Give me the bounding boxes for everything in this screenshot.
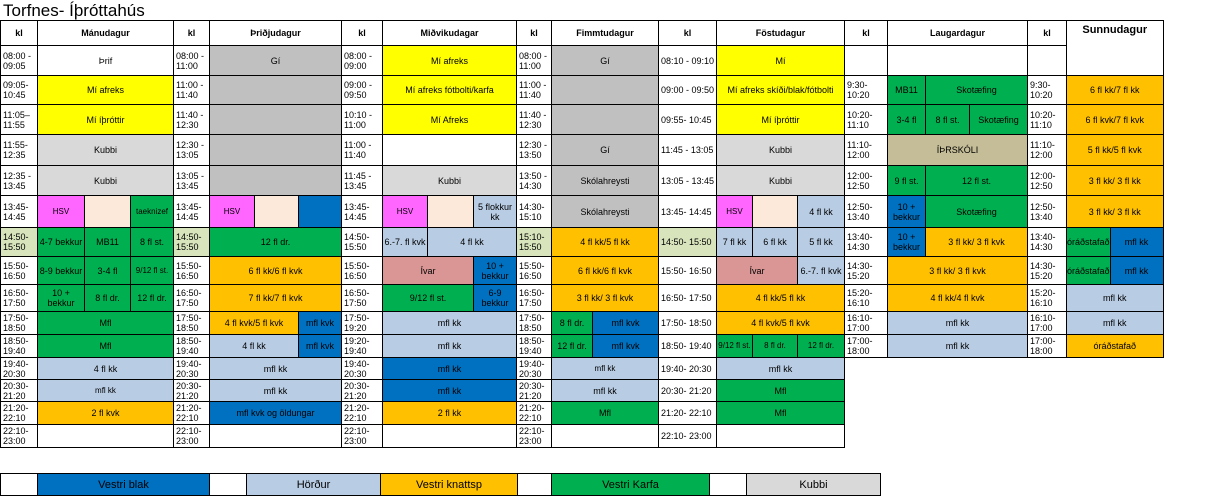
time-cell: 11:10- 12:00 bbox=[845, 135, 888, 166]
slot-cell: Þrif bbox=[38, 46, 174, 76]
slot-cell: 12 fl dr. bbox=[210, 228, 342, 257]
slot-cell bbox=[299, 196, 342, 228]
legend-vestri-blak: Vestri blak bbox=[38, 474, 210, 496]
slot-cell: 5 fl kk bbox=[798, 228, 845, 257]
time-cell: 12:35 - 13:45 bbox=[1, 166, 38, 196]
time-cell: 12:00- 12:50 bbox=[1028, 166, 1067, 196]
table-row bbox=[1, 257, 1205, 285]
slot-cell: mfl kk bbox=[383, 312, 517, 335]
time-cell: 15:20- 16:10 bbox=[845, 285, 888, 312]
slot-cell: mfl kk bbox=[210, 358, 342, 380]
slot-cell: 3-4 fl bbox=[85, 257, 131, 285]
slot-cell: mfl kk bbox=[1067, 312, 1164, 335]
slot-cell bbox=[552, 76, 659, 105]
slot-cell: Kubbi bbox=[38, 166, 174, 196]
slot-cell: 6.-7. fl kvk bbox=[383, 228, 428, 257]
legend-spacer bbox=[710, 474, 747, 496]
slot-cell: taeknizef bbox=[131, 196, 174, 228]
time-cell: 22:10- 23:00 bbox=[659, 425, 717, 448]
time-cell: 18:50- 19:40 bbox=[1, 335, 38, 358]
slot-cell: 5 fl kk/5 fl kvk bbox=[1067, 135, 1164, 166]
slot-cell: 10 + bekkur bbox=[888, 196, 926, 228]
slot-cell: óráðstafað bbox=[1067, 228, 1111, 257]
slot-cell: Mí Afreks bbox=[383, 105, 517, 135]
slot-cell: mfl kvk bbox=[593, 312, 659, 335]
time-cell: 19:40- 20:30 bbox=[517, 358, 552, 380]
slot-cell: 8 fl st. bbox=[131, 228, 174, 257]
time-cell: 14:50- 15:50 bbox=[1, 228, 38, 257]
slot-cell: 4 fl kk/4 fl kvk bbox=[888, 285, 1028, 312]
slot-cell: Skotæfing bbox=[926, 76, 1028, 105]
slot-cell: 3 fl kk/ 3 fl kk bbox=[1067, 166, 1164, 196]
time-cell: 11:00 - 11:40 bbox=[174, 76, 210, 105]
time-cell: 13:50 - 14:30 bbox=[517, 166, 552, 196]
slot-cell: Mfl bbox=[38, 335, 174, 358]
slot-cell: Mfl bbox=[717, 380, 845, 402]
slot-cell: óráðstafað bbox=[1067, 335, 1164, 358]
slot-cell: 4 fl kk/5 fl kk bbox=[552, 228, 659, 257]
slot-cell bbox=[210, 135, 342, 166]
table-row bbox=[1, 46, 1205, 76]
time-cell: 13:45- 14:45 bbox=[659, 196, 717, 228]
legend-spacer bbox=[918, 474, 1056, 496]
slot-cell: mfl kk bbox=[888, 335, 1028, 358]
time-cell: 21:20- 22:10 bbox=[1, 402, 38, 425]
legend-spacer bbox=[518, 474, 552, 496]
table-row bbox=[1, 358, 1205, 380]
slot-cell bbox=[383, 425, 517, 448]
slot-cell: 9/12 fl st. bbox=[717, 335, 753, 358]
slot-cell: 7 fl kk/7 fl kvk bbox=[210, 285, 342, 312]
slot-cell: HSV bbox=[383, 196, 428, 228]
time-cell: 11:00 - 11:40 bbox=[517, 76, 552, 105]
slot-cell: 4 fl kk bbox=[210, 335, 299, 358]
legend-hordur: Hörður bbox=[247, 474, 381, 496]
slot-cell: mfl kvk bbox=[299, 335, 342, 358]
time-cell: 17:50- 18:50 bbox=[174, 312, 210, 335]
slot-cell: Skotæfing bbox=[970, 105, 1028, 135]
slot-cell: 3 fl kk/ 3 fl kk bbox=[1067, 196, 1164, 228]
slot-cell: Mfl bbox=[38, 312, 174, 335]
table-row bbox=[1, 380, 1205, 402]
slot-cell: ÍÞRSKÓLI bbox=[888, 135, 1028, 166]
slot-cell bbox=[85, 196, 131, 228]
slot-cell: Mí afreks bbox=[38, 76, 174, 105]
slot-cell: Skólahreysti bbox=[552, 166, 659, 196]
slot-cell: Kubbi bbox=[717, 166, 845, 196]
slot-cell bbox=[383, 135, 517, 166]
slot-cell bbox=[255, 196, 299, 228]
tue-header: Þriðjudagur bbox=[210, 21, 342, 46]
time-cell: 12:50- 13:40 bbox=[845, 196, 888, 228]
slot-cell: 6 fl kk/6 fl kvk bbox=[210, 257, 342, 285]
slot-cell: Mí afreks skíði/blak/fótbolti bbox=[717, 76, 845, 105]
slot-cell bbox=[210, 166, 342, 196]
kl-header: kl bbox=[517, 21, 552, 46]
slot-cell: Mfl bbox=[717, 402, 845, 425]
slot-cell: 3 fl kk/ 3 fl kvk bbox=[926, 228, 1028, 257]
time-cell: 16:50- 17:50 bbox=[174, 285, 210, 312]
time-cell: 17:50- 19:20 bbox=[342, 312, 383, 335]
time-cell: 22:10- 23:00 bbox=[174, 425, 210, 448]
slot-cell: 3-4 fl bbox=[888, 105, 926, 135]
slot-cell: mfl kk bbox=[717, 358, 845, 380]
legend-spacer bbox=[210, 474, 247, 496]
time-cell: 18:50- 19:40 bbox=[174, 335, 210, 358]
time-cell: 21:20- 22:10 bbox=[517, 402, 552, 425]
time-cell: 16:10- 17:00 bbox=[845, 312, 888, 335]
time-cell: 08:10 - 09:10 bbox=[659, 46, 717, 76]
slot-cell: 4 fl kvk/5 fl kvk bbox=[210, 312, 299, 335]
slot-cell: 6 fl kk/6 fl kvk bbox=[552, 257, 659, 285]
time-cell: 9:30- 10:20 bbox=[1028, 76, 1067, 105]
time-cell: 15:50- 16:50 bbox=[659, 257, 717, 285]
table-row bbox=[1, 105, 1205, 135]
slot-cell: 8-9 bekkur bbox=[38, 257, 85, 285]
slot-cell bbox=[888, 46, 1028, 76]
table-row bbox=[1, 196, 1205, 228]
time-cell: 14:30- 15:20 bbox=[845, 257, 888, 285]
slot-cell: MB11 bbox=[85, 228, 131, 257]
slot-cell: 8 fl dr. bbox=[753, 335, 798, 358]
time-cell: 21:20- 22:10 bbox=[342, 402, 383, 425]
thu-header: Fimmtudagur bbox=[552, 21, 659, 46]
time-cell: 12:50- 13:40 bbox=[1028, 196, 1067, 228]
time-cell: 09:55- 10:45 bbox=[659, 105, 717, 135]
slot-cell: Skotæfing bbox=[926, 196, 1028, 228]
time-cell: 13:45- 14:45 bbox=[342, 196, 383, 228]
time-cell: 12:30 - 13:50 bbox=[517, 135, 552, 166]
slot-cell: 2 fl kvk bbox=[38, 402, 174, 425]
slot-cell: 10 + bekkur bbox=[38, 285, 85, 312]
slot-cell: mfl kvk bbox=[299, 312, 342, 335]
slot-cell: mfl kk bbox=[552, 380, 659, 402]
sat-header: Laugardagur bbox=[888, 21, 1028, 46]
time-cell: 11:55- 12:35 bbox=[1, 135, 38, 166]
time-cell: 15:20- 16:10 bbox=[1028, 285, 1067, 312]
time-cell: 08:00 - 09:05 bbox=[1, 46, 38, 76]
slot-cell: 12 fl dr. bbox=[798, 335, 845, 358]
time-cell: 11:45 - 13:45 bbox=[342, 166, 383, 196]
slot-cell: 9 fl st. bbox=[888, 166, 926, 196]
time-cell: 15:10- 15:50 bbox=[517, 228, 552, 257]
slot-cell: Kubbi bbox=[38, 135, 174, 166]
time-cell: 16:50- 17:50 bbox=[659, 285, 717, 312]
table-row bbox=[1, 402, 1205, 425]
slot-cell: Mí íþróttir bbox=[38, 105, 174, 135]
page-title: Torfnes- Íþróttahús bbox=[3, 1, 145, 20]
slot-cell: 2 fl kk bbox=[383, 402, 517, 425]
empty-cell bbox=[845, 402, 1111, 425]
time-cell: 08:00 - 11:00 bbox=[174, 46, 210, 76]
slot-cell: Mfl bbox=[552, 402, 659, 425]
time-cell: 14:50- 15:50 bbox=[659, 228, 717, 257]
legend-vestri-karfa: Vestri Karfa bbox=[552, 474, 710, 496]
time-cell: 20:30- 21:20 bbox=[659, 380, 717, 402]
time-cell: 08:00 - 11:00 bbox=[517, 46, 552, 76]
table-row bbox=[1, 425, 1205, 448]
time-cell: 12:30 - 13:05 bbox=[174, 135, 210, 166]
time-cell: 11:10- 12:00 bbox=[1028, 135, 1067, 166]
time-cell: 17:50- 18:50 bbox=[659, 312, 717, 335]
time-cell: 09:05- 10:45 bbox=[1, 76, 38, 105]
time-cell: 11:45 - 13:05 bbox=[659, 135, 717, 166]
slot-cell: 12 fl dr. bbox=[131, 285, 174, 312]
slot-cell: mfl kk bbox=[383, 380, 517, 402]
time-cell: 16:10- 17:00 bbox=[1028, 312, 1067, 335]
time-cell: 13:45- 14:45 bbox=[174, 196, 210, 228]
slot-cell: 8 fl dr. bbox=[552, 312, 593, 335]
time-cell: 19:40- 20:30 bbox=[342, 358, 383, 380]
slot-cell: Ívar bbox=[717, 257, 798, 285]
slot-cell: Kubbi bbox=[717, 135, 845, 166]
header-row bbox=[1, 21, 1205, 46]
time-cell: 14:50- 15:50 bbox=[342, 228, 383, 257]
time-cell: 17:50- 18:50 bbox=[1, 312, 38, 335]
slot-cell bbox=[753, 196, 798, 228]
time-cell: 19:40- 20:30 bbox=[174, 358, 210, 380]
slot-cell: 5 flokkur kk bbox=[474, 196, 517, 228]
slot-cell bbox=[210, 105, 342, 135]
slot-cell: 8 fl dr. bbox=[85, 285, 131, 312]
slot-cell: Gí bbox=[552, 46, 659, 76]
time-cell: 16:50- 17:50 bbox=[517, 285, 552, 312]
table-row bbox=[1, 76, 1205, 105]
legend-vestri-knattsp: Vestri knattsp bbox=[381, 474, 518, 496]
time-cell: 22:10- 23:00 bbox=[342, 425, 383, 448]
table-row bbox=[1, 312, 1205, 335]
time-cell: 15:50- 16:50 bbox=[517, 257, 552, 285]
slot-cell: 3 fl kk/ 3 fl kvk bbox=[888, 257, 1028, 285]
empty-cell bbox=[845, 380, 1111, 402]
mon-header: Mánudagur bbox=[38, 21, 174, 46]
time-cell: 10:20- 11:10 bbox=[1028, 105, 1067, 135]
slot-cell: mfl kk bbox=[38, 380, 174, 402]
slot-cell: mfl kk bbox=[383, 335, 517, 358]
time-cell: 21:20- 22:10 bbox=[659, 402, 717, 425]
slot-cell: Mí afreks bbox=[383, 46, 517, 76]
slot-cell: Skólahreysti bbox=[552, 196, 659, 228]
slot-cell bbox=[428, 196, 474, 228]
time-cell: 17:00- 18:00 bbox=[845, 335, 888, 358]
slot-cell: 12 fl dr. bbox=[552, 335, 593, 358]
slot-cell: mfl kvk og öldungar bbox=[210, 402, 342, 425]
slot-cell: 4 fl kk bbox=[38, 358, 174, 380]
slot-cell: 4-7 bekkur bbox=[38, 228, 85, 257]
legend-spacer bbox=[1, 474, 38, 496]
slot-cell: Mí afreks fótbolti/karfa bbox=[383, 76, 517, 105]
slot-cell bbox=[717, 425, 845, 448]
slot-cell: 6.-7. fl kvk bbox=[798, 257, 845, 285]
empty-cell bbox=[845, 425, 1111, 448]
slot-cell: HSV bbox=[210, 196, 255, 228]
time-cell: 19:20- 19:40 bbox=[342, 335, 383, 358]
slot-cell: 4 fl kk bbox=[798, 196, 845, 228]
schedule-table bbox=[0, 20, 1205, 448]
time-cell bbox=[1028, 46, 1067, 76]
time-cell: 13:05 - 13:45 bbox=[174, 166, 210, 196]
slot-cell: 4 fl kk/5 fl kk bbox=[717, 285, 845, 312]
legend-spacer bbox=[881, 474, 918, 496]
time-cell: 10:20- 11:10 bbox=[845, 105, 888, 135]
time-cell: 15:50- 16:50 bbox=[174, 257, 210, 285]
sun-header: Sunnudagur bbox=[1067, 21, 1164, 76]
time-cell: 21:20- 22:10 bbox=[174, 402, 210, 425]
slot-cell: Gí bbox=[210, 46, 342, 76]
time-cell: 18:50- 19:40 bbox=[659, 335, 717, 358]
time-cell: 14:30- 15:20 bbox=[1028, 257, 1067, 285]
slot-cell: 8 fl st. bbox=[926, 105, 970, 135]
slot-cell: 6 fl kk bbox=[753, 228, 798, 257]
time-cell: 11:40 - 12:30 bbox=[517, 105, 552, 135]
slot-cell: 9/12 fl st. bbox=[131, 257, 174, 285]
slot-cell bbox=[552, 105, 659, 135]
slot-cell: mfl kk bbox=[1110, 257, 1163, 285]
legend-kubbi: Kubbi bbox=[747, 474, 881, 496]
slot-cell: Mí íþróttir bbox=[717, 105, 845, 135]
time-cell: 09:00 - 09:50 bbox=[659, 76, 717, 105]
slot-cell: mfl kk bbox=[552, 358, 659, 380]
slot-cell: mfl kk bbox=[1110, 228, 1163, 257]
time-cell: 17:00- 18:00 bbox=[1028, 335, 1067, 358]
kl-header: kl bbox=[659, 21, 717, 46]
table-row bbox=[1, 335, 1205, 358]
slot-cell bbox=[210, 425, 342, 448]
table-row bbox=[1, 285, 1205, 312]
time-cell: 13:05 - 13:45 bbox=[659, 166, 717, 196]
time-cell: 20:30- 21:20 bbox=[174, 380, 210, 402]
time-cell: 19:40- 20:30 bbox=[659, 358, 717, 380]
time-cell: 13:45- 14:45 bbox=[1, 196, 38, 228]
slot-cell bbox=[210, 76, 342, 105]
time-cell: 17:50- 18:50 bbox=[517, 312, 552, 335]
time-cell: 13:40- 14:30 bbox=[845, 228, 888, 257]
time-cell: 09:00 - 09:50 bbox=[342, 76, 383, 105]
table-row bbox=[1, 135, 1205, 166]
time-cell: 15:50- 16:50 bbox=[342, 257, 383, 285]
time-cell: 16:50- 17:50 bbox=[1, 285, 38, 312]
slot-cell: mfl kk bbox=[383, 358, 517, 380]
time-cell: 08:00 - 09:00 bbox=[342, 46, 383, 76]
time-cell: 18:50- 19:40 bbox=[517, 335, 552, 358]
time-cell bbox=[845, 46, 888, 76]
slot-cell bbox=[552, 425, 659, 448]
slot-cell: mfl kk bbox=[888, 312, 1028, 335]
time-cell: 10:10 - 11:00 bbox=[342, 105, 383, 135]
time-cell: 20:30- 21:20 bbox=[1, 380, 38, 402]
legend-table bbox=[0, 473, 1056, 496]
time-cell: 14:50- 15:50 bbox=[174, 228, 210, 257]
kl-header: kl bbox=[845, 21, 888, 46]
slot-cell: mfl kk bbox=[210, 380, 342, 402]
slot-cell: 6 fl kk/7 fl kk bbox=[1067, 76, 1164, 105]
empty-cell bbox=[845, 358, 1111, 380]
table-row bbox=[1, 166, 1205, 196]
time-cell: 11:05– 11:55 bbox=[1, 105, 38, 135]
slot-cell: mfl kk bbox=[1067, 285, 1164, 312]
slot-cell: 10 + bekkur bbox=[888, 228, 926, 257]
slot-cell: óráðstafað bbox=[1067, 257, 1111, 285]
time-cell: 11:00 - 11:40 bbox=[342, 135, 383, 166]
time-cell: 9:30- 10:20 bbox=[845, 76, 888, 105]
slot-cell: Mí bbox=[717, 46, 845, 76]
slot-cell: 6-9 bekkur bbox=[474, 285, 517, 312]
time-cell: 15:50- 16:50 bbox=[1, 257, 38, 285]
slot-cell: 6 fl kvk/7 fl kvk bbox=[1067, 105, 1164, 135]
slot-cell: Kubbi bbox=[383, 166, 517, 196]
slot-cell: HSV bbox=[717, 196, 753, 228]
slot-cell: 4 fl kvk/5 fl kvk bbox=[717, 312, 845, 335]
slot-cell: HSV bbox=[38, 196, 85, 228]
slot-cell bbox=[38, 425, 174, 448]
time-cell: 20:30- 21:20 bbox=[517, 380, 552, 402]
time-cell: 13:40- 14:30 bbox=[1028, 228, 1067, 257]
slot-cell: 10 + bekkur bbox=[474, 257, 517, 285]
kl-header: kl bbox=[174, 21, 210, 46]
time-cell: 12:00- 12:50 bbox=[845, 166, 888, 196]
time-cell: 11:40 - 12:30 bbox=[174, 105, 210, 135]
time-cell: 22:10- 23:00 bbox=[517, 425, 552, 448]
slot-cell: 12 fl st. bbox=[926, 166, 1028, 196]
slot-cell: 3 fl kk/ 3 fl kvk bbox=[552, 285, 659, 312]
kl-header: kl bbox=[1, 21, 38, 46]
kl-header: kl bbox=[1028, 21, 1067, 46]
slot-cell: Ívar bbox=[383, 257, 474, 285]
table-row bbox=[1, 228, 1205, 257]
time-cell: 14:30- 15:10 bbox=[517, 196, 552, 228]
time-cell: 19:40- 20:30 bbox=[1, 358, 38, 380]
time-cell: 16:50- 17:50 bbox=[342, 285, 383, 312]
kl-header: kl bbox=[342, 21, 383, 46]
slot-cell: MB11 bbox=[888, 76, 926, 105]
slot-cell: Gí bbox=[552, 135, 659, 166]
slot-cell: 7 fl kk bbox=[717, 228, 753, 257]
time-cell: 22:10- 23:00 bbox=[1, 425, 38, 448]
slot-cell: mfl kvk bbox=[593, 335, 659, 358]
time-cell: 20:30- 21:20 bbox=[342, 380, 383, 402]
slot-cell: 9/12 fl st. bbox=[383, 285, 474, 312]
fri-header: Föstudagur bbox=[717, 21, 845, 46]
slot-cell: 4 fl kk bbox=[428, 228, 517, 257]
wed-header: Miðvikudagar bbox=[383, 21, 517, 46]
